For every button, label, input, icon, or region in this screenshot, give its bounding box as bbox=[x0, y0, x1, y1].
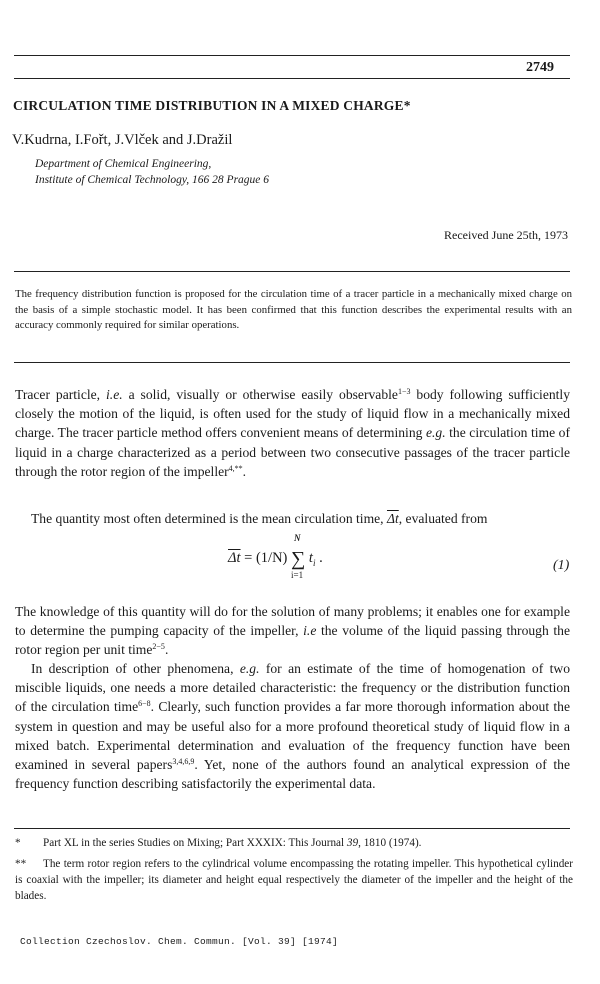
equation-number: (1) bbox=[553, 558, 570, 573]
authors: V.Kudrna, I.Fořt, J.Vlček and J.Dražil bbox=[12, 132, 233, 148]
page-number: 2749 bbox=[526, 60, 554, 75]
journal-citation: Collection Czechoslov. Chem. Commun. [Vol. 39] [1974] bbox=[20, 936, 339, 947]
equation-1: $\overline{\Delta t} = (1/N)$ ∑ N i=1 $t_i$ . bbox=[228, 533, 323, 580]
footnote-1: * Part XL in the series Studies on Mixing; Part XXXIX: This Journal 39, 1810 (1974). bbox=[15, 837, 422, 849]
body-paragraph-4: In description of other phenomena, e.g. for an estimate of the time of homogenation of two miscible liquids, one needs a more detailed characteristic: the frequency or the distribution function of the circulation time$^{6-8}$. Clearly, such function provides a far more thorough information about the system in question and may be useful also for a more profound theoretical study of liquid flow in a mixed batch. Experimental determination and evaluation of the frequency function have been examined in several papers$^{3,4,6,9}$. Yet, none of the authors found an analytical expression of the frequency function describing satisfactorily the experimental data. bbox=[15, 661, 571, 792]
body-paragraph-1: Tracer particle, i.e. a solid, visually or otherwise easily observable$^{1-3}$ body following sufficiently closely the motion of the liquid, is often used for the study of liquid flow in a mechanically mixed charge. The tracer particle method offers convenient means of determining e.g. the circulation time of liquid in a charge characterized as a period between two consecutive passages of the tracer particle through the rotor region of the impeller$^{4,**}$. bbox=[15, 387, 570, 479]
abstract: The frequency distribution function is proposed for the circulation time of a tracer particle in a mechanically mixed charge on the basis of a simple stochastic model. It has been confirmed that this function describes the experimental results with an accuracy commonly required for similar operations. bbox=[15, 288, 572, 331]
body-paragraph-2: The quantity most often determined is the mean circulation time, $\overline{\Delta t}$, evaluated from bbox=[31, 511, 488, 526]
institute: Institute of Chemical Technology, 166 28 Prague 6 bbox=[35, 174, 270, 186]
footnote-rule bbox=[14, 828, 570, 829]
summation-sign: ∑ N i=1 bbox=[291, 533, 306, 580]
header-rule-2 bbox=[14, 78, 570, 79]
abstract-rule-bottom bbox=[14, 362, 570, 363]
received-date: Received June 25th, 1973 bbox=[444, 228, 568, 242]
affiliation bbox=[35, 156, 269, 188]
header-rule bbox=[14, 55, 570, 56]
article-title: CIRCULATION TIME DISTRIBUTION IN A MIXED CHARGE* bbox=[13, 98, 411, 113]
footnote-2: ** The term rotor region refers to the cylindrical volume encompassing the rotating impeller. This hypothetical cylinder is coaxial with the impeller; its diameter and height equal respectively the diameter of the impeller and the height of the blades. bbox=[15, 858, 573, 902]
body-paragraph-3: The knowledge of this quantity will do for the solution of many problems; it enables one for example to determine the pumping capacity of the impeller, i.e the volume of the liquid passing through the rotor region per unit time$^{2-5}$. bbox=[15, 604, 570, 658]
abstract-rule-top bbox=[14, 271, 570, 272]
department: Department of Chemical Engineering, bbox=[35, 158, 212, 170]
